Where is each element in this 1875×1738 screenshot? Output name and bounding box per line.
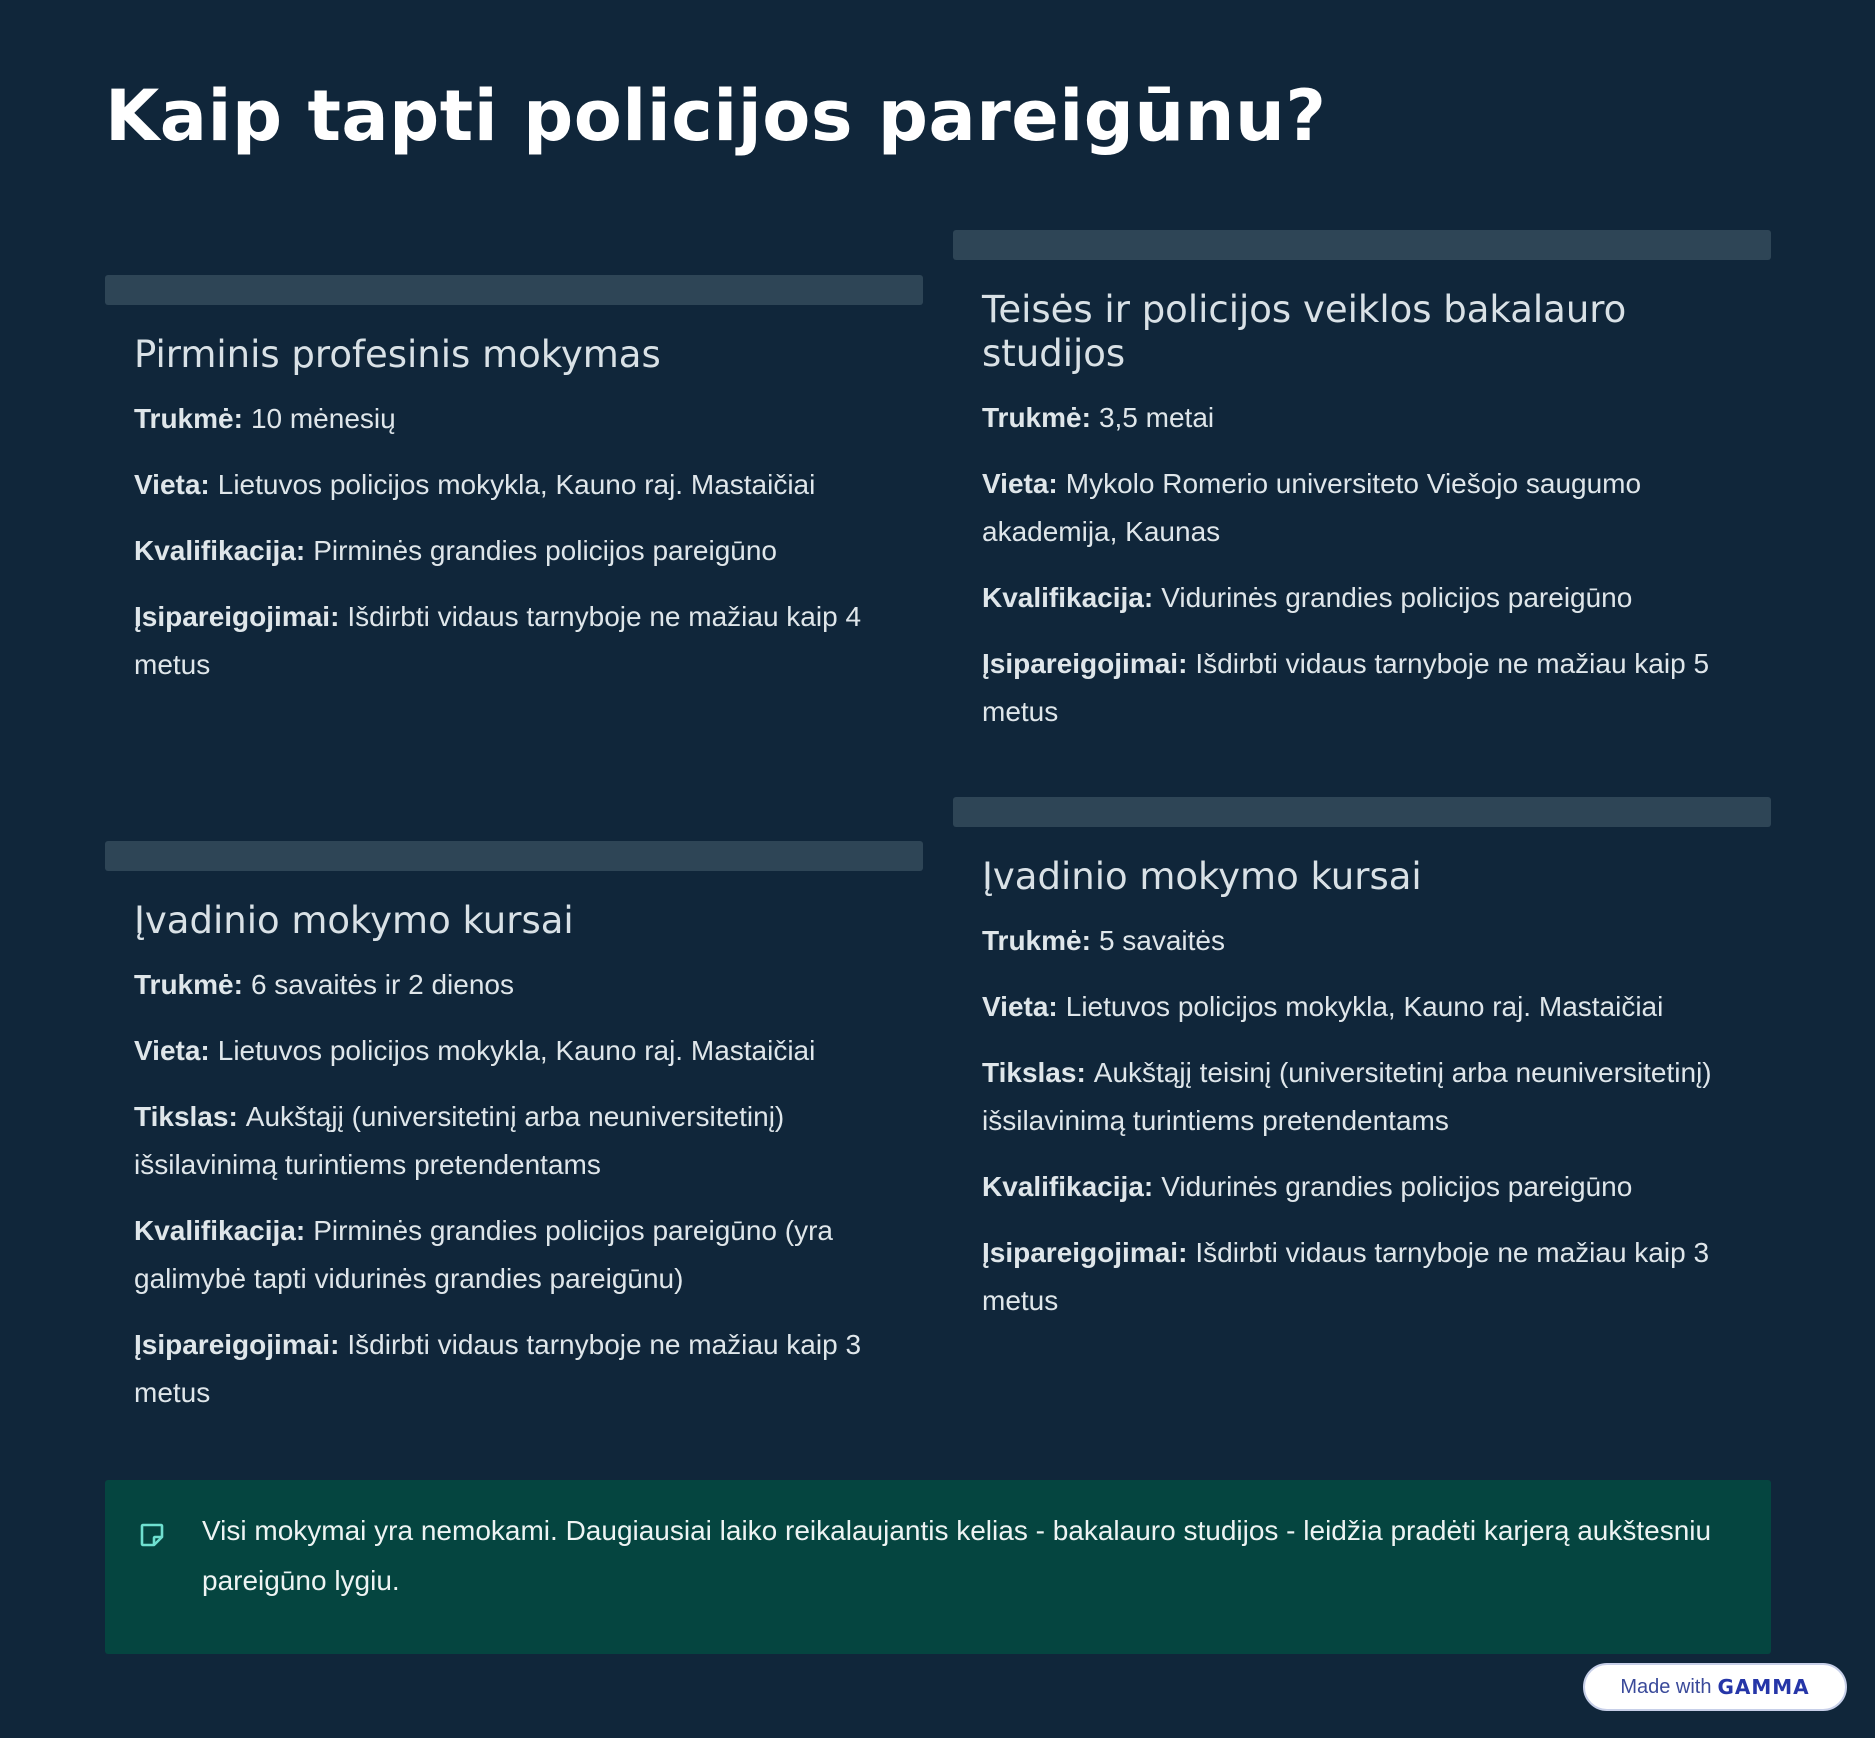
card-title: Įvadinio mokymo kursai bbox=[982, 855, 1422, 898]
field-value: Pirminės grandies policijos pareigūno bbox=[313, 535, 778, 566]
note-callout bbox=[105, 1480, 1771, 1654]
field-value: 3,5 metai bbox=[1098, 402, 1215, 433]
field-value: 6 savaitės ir 2 dienos bbox=[250, 969, 514, 1000]
field-vieta bbox=[134, 1027, 894, 1075]
gamma-logo: GAMMA bbox=[1717, 1675, 1810, 1699]
card-accent-bar bbox=[953, 797, 1771, 827]
card-ivadinio-mokymo-kursai-2 bbox=[953, 797, 1771, 1343]
field-kvalifikacija bbox=[134, 1207, 894, 1303]
field-vieta bbox=[982, 460, 1742, 556]
page-title: Kaip tapti policijos pareigūnu? bbox=[105, 75, 1327, 157]
field-value: Pirminės grandies policijos pareigūno (yra galimybė tapti vidurinės grandies pareigūnu) bbox=[134, 1215, 834, 1294]
field-value: 10 mėnesių bbox=[250, 403, 396, 434]
field-value: Vidurinės grandies policijos pareigūno bbox=[1161, 582, 1633, 613]
field-trukme bbox=[982, 394, 1742, 442]
field-value: Išdirbti vidaus tarnyboje ne mažiau kaip 5 metus bbox=[982, 648, 1710, 727]
card-title: Teisės ir policijos veiklos bakalauro studijos bbox=[982, 288, 1627, 375]
card-title: Įvadinio mokymo kursai bbox=[134, 899, 574, 942]
field-trukme bbox=[134, 961, 894, 1009]
note-text: Visi mokymai yra nemokami. Daugiausiai laiko reikalaujantis kelias - bakalauro studijos - leidžia pradėti karjerą aukštesniu pareigūno lygiu. bbox=[202, 1515, 1712, 1596]
field-tikslas bbox=[982, 1049, 1742, 1145]
field-value: Išdirbti vidaus tarnyboje ne mažiau kaip 3 metus bbox=[134, 1329, 862, 1408]
field-label: Tikslas: bbox=[134, 1101, 238, 1132]
note-icon bbox=[139, 1522, 165, 1548]
field-vieta bbox=[134, 461, 894, 509]
card-accent-bar bbox=[105, 275, 923, 305]
field-trukme bbox=[134, 395, 894, 443]
field-value: Išdirbti vidaus tarnyboje ne mažiau kaip 3 metus bbox=[982, 1237, 1710, 1316]
field-label: Kvalifikacija: bbox=[134, 1215, 306, 1246]
field-isipareigojimai bbox=[982, 1229, 1742, 1325]
field-trukme bbox=[982, 917, 1742, 965]
field-label: Trukmė: bbox=[134, 969, 243, 1000]
field-label: Trukmė: bbox=[134, 403, 243, 434]
card-ivadinio-mokymo-kursai-1 bbox=[105, 841, 923, 1435]
field-label: Vieta: bbox=[982, 468, 1058, 499]
field-value: Mykolo Romerio universiteto Viešojo saugumo akademija, Kaunas bbox=[982, 468, 1642, 547]
field-label: Įsipareigojimai: bbox=[982, 648, 1188, 679]
field-value: 5 savaitės bbox=[1098, 925, 1226, 956]
field-label: Trukmė: bbox=[982, 925, 1091, 956]
card-title: Pirminis profesinis mokymas bbox=[134, 333, 661, 376]
field-value: Aukštąjį (universitetinį arba neuniversitetinį) išsilavinimą turintiems pretendentams bbox=[134, 1101, 785, 1180]
card-bakalauro-studijos bbox=[953, 230, 1771, 754]
field-isipareigojimai bbox=[982, 640, 1742, 736]
card-accent-bar bbox=[953, 230, 1771, 260]
field-value: Aukštąjį teisinį (universitetinį arba neuniversitetinį) išsilavinimą turintiems pretendentams bbox=[982, 1057, 1712, 1136]
field-value: Lietuvos policijos mokykla, Kauno raj. Mastaičiai bbox=[1065, 991, 1664, 1022]
field-value: Išdirbti vidaus tarnyboje ne mažiau kaip 4 metus bbox=[134, 601, 862, 680]
field-label: Vieta: bbox=[134, 469, 210, 500]
field-isipareigojimai bbox=[134, 1321, 894, 1417]
field-value: Lietuvos policijos mokykla, Kauno raj. Mastaičiai bbox=[217, 1035, 816, 1066]
field-tikslas bbox=[134, 1093, 894, 1189]
field-kvalifikacija bbox=[982, 574, 1742, 622]
field-value: Lietuvos policijos mokykla, Kauno raj. Mastaičiai bbox=[217, 469, 816, 500]
field-value: Vidurinės grandies policijos pareigūno bbox=[1161, 1171, 1633, 1202]
field-vieta bbox=[982, 983, 1742, 1031]
field-label: Trukmė: bbox=[982, 402, 1091, 433]
field-label: Kvalifikacija: bbox=[134, 535, 306, 566]
badge-prefix: Made with bbox=[1620, 1675, 1712, 1698]
field-label: Įsipareigojimai: bbox=[982, 1237, 1188, 1268]
field-label: Įsipareigojimai: bbox=[134, 601, 340, 632]
field-isipareigojimai bbox=[134, 593, 894, 689]
card-pirminis-mokymas bbox=[105, 275, 923, 707]
field-kvalifikacija bbox=[134, 527, 894, 575]
field-label: Kvalifikacija: bbox=[982, 1171, 1154, 1202]
field-label: Vieta: bbox=[134, 1035, 210, 1066]
made-with-gamma-badge[interactable] bbox=[1583, 1663, 1847, 1711]
field-label: Kvalifikacija: bbox=[982, 582, 1154, 613]
field-label: Įsipareigojimai: bbox=[134, 1329, 340, 1360]
field-kvalifikacija bbox=[982, 1163, 1742, 1211]
card-accent-bar bbox=[105, 841, 923, 871]
field-label: Vieta: bbox=[982, 991, 1058, 1022]
field-label: Tikslas: bbox=[982, 1057, 1086, 1088]
